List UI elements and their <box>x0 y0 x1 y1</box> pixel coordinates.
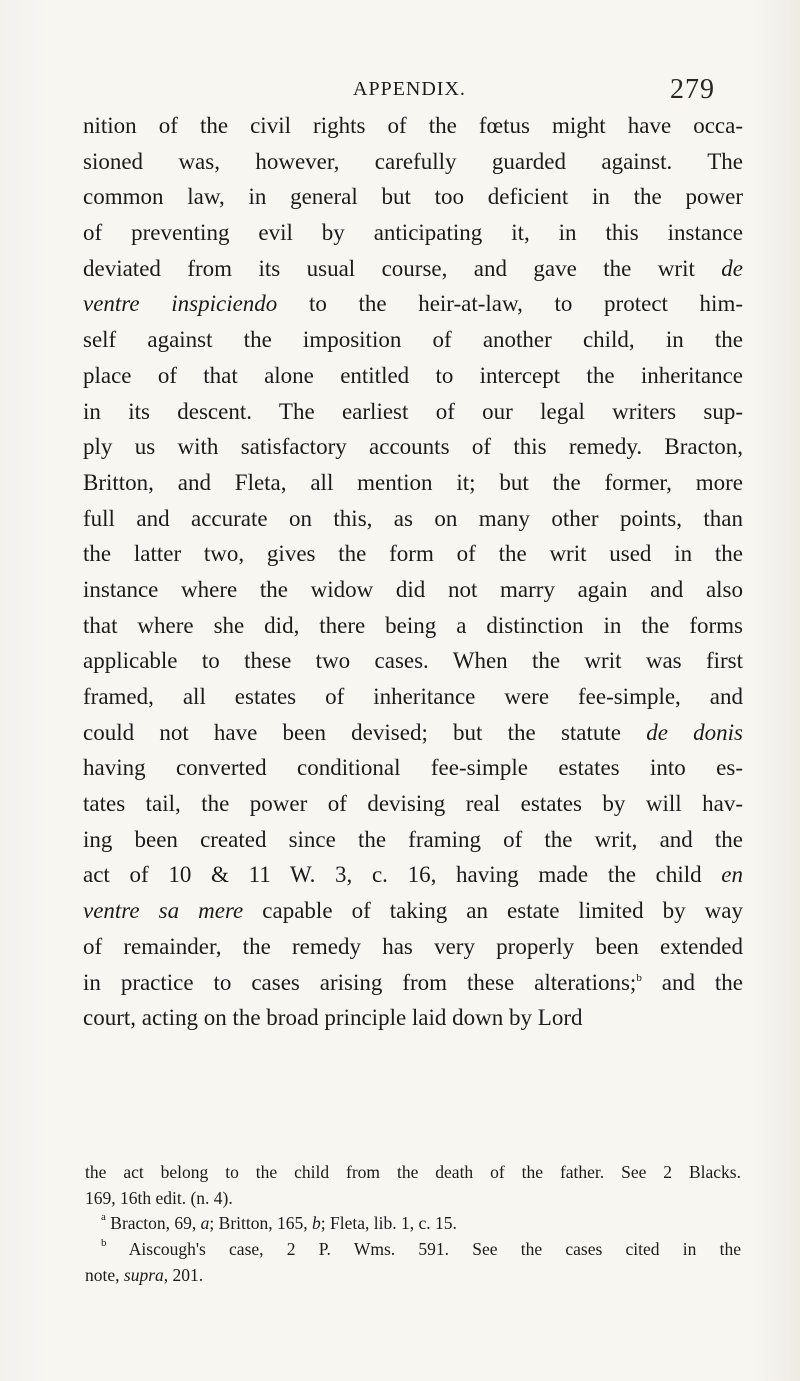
text-line: sioned was, however, carefully guarded against. The <box>83 148 743 174</box>
text-line: court, acting on the broad principle laid down by Lord <box>83 1005 583 1031</box>
text-line: deviated from its usual course, and gave the writ de <box>83 255 743 281</box>
text-line: applicable to these two cases. When the writ was first <box>83 648 743 674</box>
footnote-line: note, supra, 201. <box>85 1264 204 1285</box>
text-line: framed, all estates of inheritance were fee-simple, and <box>83 684 743 709</box>
footnote-b: $^b$ Aiscough's case, 2 P. Wms. 591. See the cases cited in the <box>101 1237 741 1260</box>
text-line: having converted conditional fee-simple estates into es- <box>83 755 743 781</box>
footnote-line: 169, 16th edit. (n. 4). <box>85 1187 233 1208</box>
footnote-line: the act belong to the child from the death of the father. See 2 Blacks. <box>85 1162 741 1182</box>
footnote-a: $^a$ Bracton, 69, a; Britton, 165, b; Fleta, lib. 1, c. 15. <box>101 1211 457 1234</box>
text-line: could not have been devised; but the statute de donis <box>83 719 743 745</box>
text-line: full and accurate on this, as on many other points, than <box>83 505 743 531</box>
footnotes <box>85 1160 741 1288</box>
text-line: ing been created since the framing of the writ, and the <box>83 826 743 852</box>
text-line: instance where the widow did not marry again and also <box>83 576 743 602</box>
text-line: of preventing evil by anticipating it, in this instance <box>83 220 743 246</box>
text-line: Britton, and Fleta, all mention it; but the former, more <box>83 469 743 495</box>
page-header-title: APPENDIX. <box>353 78 466 100</box>
text-line: self against the imposition of another child, in the <box>83 327 743 353</box>
text-line: in its descent. The earliest of our legal writers sup- <box>83 398 743 424</box>
text-line: act of 10 & 11 W. 3, c. 16, having made the child en <box>83 862 743 888</box>
text-line: tates tail, the power of devising real estates by will hav- <box>83 791 743 817</box>
text-line: ply us with satisfactory accounts of this remedy. Bracton, <box>83 434 743 460</box>
text-line: ventre sa mere capable of taking an estate limited by way <box>83 898 743 924</box>
text-line: common law, in general but too deficient in the power <box>83 184 743 210</box>
text-line: nition of the civil rights of the fœtus might have occa- <box>83 113 743 138</box>
text-line: the latter two, gives the form of the writ used in the <box>83 541 743 567</box>
main-text <box>83 108 743 1036</box>
text-line: ventre inspiciendo to the heir-at-law, to protect him- <box>83 291 743 317</box>
text-line: of remainder, the remedy has very properly been extended <box>83 933 743 959</box>
text-line: place of that alone entitled to intercept the inheritance <box>83 362 743 388</box>
text-line: that where she did, there being a distinction in the forms <box>83 612 743 638</box>
text-line: in practice to cases arising from these alterations;$^b$ and the <box>83 969 743 995</box>
page-number: 279 <box>670 74 715 105</box>
